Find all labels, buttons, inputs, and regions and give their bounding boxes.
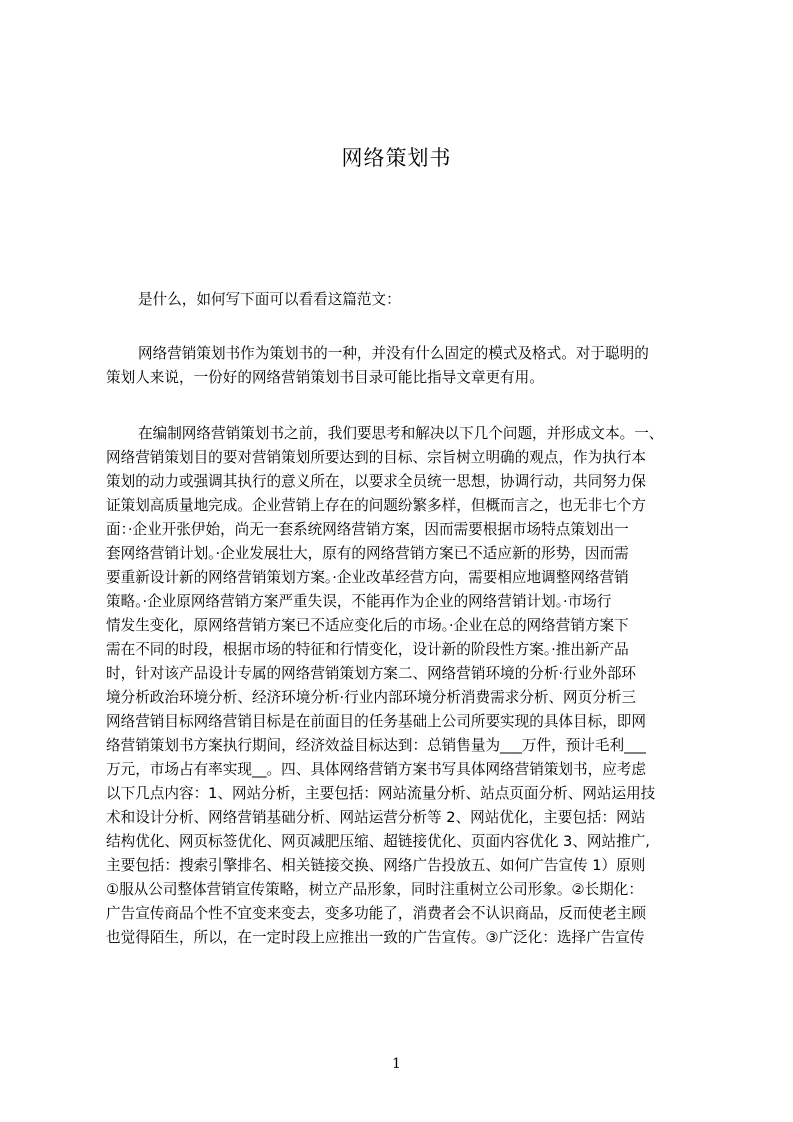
paragraph-line: 主要包括：搜索引擎排名、相关链接交换、网络广告投放五、如何广告宣传 1）原则	[106, 857, 646, 874]
paragraph-line: 境分析政治环境分析、经济环境分析·行业内部环境分析消费需求分析、网页分析三	[106, 689, 637, 706]
paragraph-line: 要重新设计新的网络营销策划方案。·企业改革经营方向，需要相应地调整网络营销	[106, 569, 629, 586]
paragraph-body	[106, 422, 696, 950]
paragraph-line: 结构优化、网页标签优化、网页减肥压缩、超链接优化、页面内容优化 3、网站推广,	[106, 833, 650, 850]
paragraph-line: 套网络营销计划。·企业发展壮大，原有的网络营销方案已不适应新的形势，因而需	[106, 545, 629, 562]
paragraph-line: 是什么，如何写下面可以看看这篇范文：	[138, 291, 401, 308]
document-title: 网络策划书	[341, 146, 452, 170]
paragraph-line: 时，针对该产品设计专属的网络营销策划方案二、网络营销环境的分析·行业外部环	[106, 665, 637, 682]
paragraph-line: 策划人来说，一份好的网络营销策划书目录可能比指导文章更有用。	[106, 369, 544, 386]
paragraph-intro	[106, 288, 696, 312]
paragraph-line: 网络营销策划目的要对营销策划所要达到的目标、宗旨树立明确的观点，作为执行本	[106, 449, 646, 466]
paragraph-line: 广告宣传商品个性不宜变来变去，变多功能了，消费者会不认识商品，反而使老主顾	[106, 905, 646, 922]
paragraph-line: 万元，市场占有率实现__。四、具体网络营销方案书写具体网络营销策划书，应考虑	[106, 761, 646, 778]
paragraph-line: ①服从公司整体营销宣传策略，树立产品形象，同时注重树立公司形象。②长期化：	[106, 881, 643, 898]
paragraph-line: 以下几点内容：1、网站分析，主要包括：网站流量分析、站点页面分析、网站运用技	[106, 785, 656, 802]
paragraph-line: 证策划高质量地完成。企业营销上存在的问题纷繁多样，但概而言之，也无非七个方	[106, 497, 646, 514]
paragraph-line: 术和设计分析、网络营销基础分析、网站运营分析等 2、网站优化，主要包括：网站	[106, 809, 646, 826]
paragraph-line: 也觉得陌生，所以，在一定时段上应推出一致的广告宣传。③广泛化：选择广告宣传	[106, 929, 645, 946]
paragraph-line: 络营销策划书方案执行期间，经济效益目标达到：总销售量为___万件，预计毛利___	[106, 737, 646, 754]
paragraph-line: 需在不同的时段，根据市场的特征和行情变化，设计新的阶段性方案。·推出新产品	[106, 641, 629, 658]
paragraph-overview	[106, 342, 696, 390]
paragraph-line: 在编制网络营销策划书之前，我们要思考和解决以下几个问题，并形成文本。一、	[138, 425, 664, 442]
paragraph-line: 情发生变化，原网络营销方案已不适应变化后的市场。·企业在总的网络营销方案下	[106, 617, 629, 634]
paragraph-line: 网络营销目标网络营销目标是在前面目的任务基础上公司所要实现的具体目标，即网	[106, 713, 646, 730]
page-number: 1	[392, 1056, 401, 1072]
paragraph-line: 网络营销策划书作为策划书的一种，并没有什么固定的模式及格式。对于聪明的	[138, 345, 649, 362]
paragraph-line: 策划的动力或强调其执行的意义所在，以要求全员统一思想，协调行动，共同努力保	[106, 473, 646, 490]
paragraph-line: 策略。·企业原网络营销方案严重失误，不能再作为企业的网络营销计划。·市场行	[106, 593, 612, 610]
paragraph-line: 面：·企业开张伊始，尚无一套系统网络营销方案，因而需要根据市场特点策划出一	[106, 521, 629, 538]
